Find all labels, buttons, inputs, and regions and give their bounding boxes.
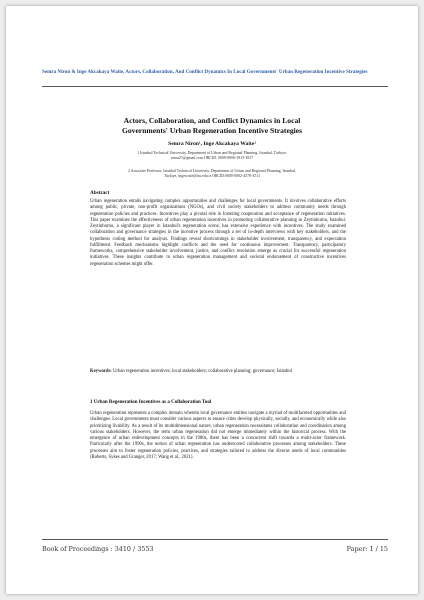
section-heading: 1 Urban Regeneration Incentives as a Collaboration Tool <box>90 400 212 405</box>
affiliation-2-line-1: 2 Associate Professor, Istanbul Technical University, Department of Urban and Regional Planning, Istanbul, <box>127 169 297 173</box>
author-list: Semra Niron¹, Inge Akcakaya Waite² <box>168 141 256 147</box>
keywords-text: Urban regeneration incentives; local stakeholders; collaborative planning; governance; Istanbul <box>111 369 292 374</box>
affiliation-1-line-2: niron21@gmail.com ORCID: 0009-0006-1915-3817 <box>170 156 254 161</box>
keywords <box>90 369 346 375</box>
affiliation-2-line-2: Türkiye, ingewaite@itu.edu.tr ORCID:0000-0002-4578-3511 <box>163 174 261 179</box>
abstract-heading: Abstract <box>90 190 110 196</box>
title-line-2: Governments' Urban Regeneration Incentive Strategies <box>121 126 303 136</box>
section-text: Urban regeneration represents a complex domain wherein local governance entities navigate a myriad of multifaceted opportunities and challenges. Local governments must consider various aspects to ensure cities develop physically, socially, and economically while also prioritizing livability. As a result of its multidimensional nature, urban regeneration necessitates collaboration and coordination among various stakeholders. However, the term urban regeneration did not emerge immediately within the historical process. With the emergence of urban redevelopment concepts in the 1980s, there has been a concurrent shift towards a multi-actor framework. Particularly after the 1990s, the notion of urban regeneration has underscored collaborative processes among stakeholders. These processes aim to foster regeneration policies, practices, and strategies tailored to address the diverse needs of local communities (Roberts, Sykes and Granger, 2017; Wang et al., 2021). <box>90 411 346 460</box>
affiliation-1-line-1: 1 Istanbul Technical University, Department of Urban and Regional Planning, Istanbul, Türkiye, <box>137 151 287 155</box>
affiliation-1 <box>72 151 352 162</box>
affiliation-2 <box>72 169 352 180</box>
paper-title <box>46 116 378 137</box>
footer-divider <box>42 539 388 540</box>
header-divider <box>42 86 388 87</box>
keywords-label: Keywords: <box>90 369 112 374</box>
abstract-text: Urban regeneration entails navigating complex opportunities and challenges for local governments. It involves collaborative efforts among public, private, non-profit organizations (NGOs), and civil society stakeholders to address community needs through regeneration policies and practices. Incentives play a pivotal role in fostering cooperation and acceptance of regeneration initiatives. This paper examines the effectiveness of urban regeneration incentives in promoting collaborative planning in Zeytinburnu, Istanbul. Zeytinburnu, a significant player in Istanbul's regeneration scene, has extensive experience with incentives. The study examined collaboration and governance strategies in the incentive process through a set of in-depth interviews with key stakeholders, and the hypothesis coding method for analysis. Findings reveal shortcomings in stakeholder involvement, transparency, and expectation fulfillment. Feedback mechanisms highlight conflicts and the need for continuous improvement. Transparency, participatory frameworks, comprehensive stakeholder involvement, justice, and conflict resolution emerge as crucial for successful regeneration initiatives. These insights contribute to urban regeneration management and societal endorsement of constructive incentives regeneration schemes might offer. <box>90 199 346 267</box>
proceedings-page-counter: Book of Proceedings : 3410 / 3553 <box>42 545 154 553</box>
paper-page <box>6 6 418 594</box>
title-line-1: Actors, Collaboration, and Conflict Dynamics in Local <box>123 116 301 125</box>
running-header: Semra Niron & Inge Akcakaya Waite, Actors, Collaboration, And Conflict Dynamics In Local Governments' Urban Regeneration Incentive Strategies <box>42 69 368 75</box>
paper-page-counter: Paper: 1 / 15 <box>346 545 388 553</box>
